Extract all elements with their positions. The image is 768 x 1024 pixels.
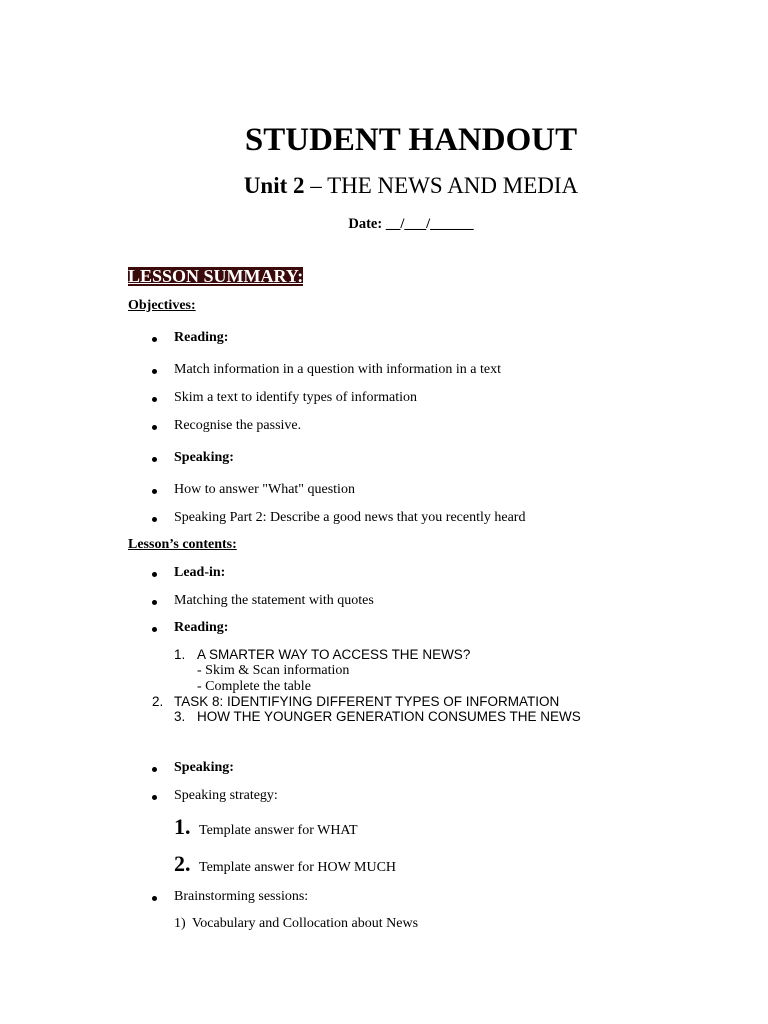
bullet-icon <box>152 337 157 342</box>
list-item <box>0 788 768 804</box>
unit-line <box>54 172 768 200</box>
template-text: Template answer for HOW MUCH <box>199 860 397 875</box>
unit-label: Unit 2 <box>243 173 305 198</box>
list-item-text: Skim a text to identify types of information <box>174 390 418 405</box>
list-item <box>0 482 768 498</box>
list-item <box>0 330 768 346</box>
list-item-text: Speaking Part 2: Describe a good news that you recently heard <box>174 510 526 525</box>
task-number: 1. <box>174 647 186 662</box>
list-item <box>0 510 768 526</box>
task-number: 3. <box>174 709 186 724</box>
brainstorm-number: 1) <box>174 916 186 931</box>
lead-in-label: Lead-in: <box>174 565 226 580</box>
bullet-icon <box>152 600 157 605</box>
brainstorm-text: Vocabulary and Collocation about News <box>192 916 419 931</box>
contents-speaking-label: Speaking: <box>174 760 234 775</box>
list-item <box>0 362 768 378</box>
template-number: 2. <box>174 851 191 876</box>
list-item-text: Matching the statement with quotes <box>174 593 374 608</box>
task-subitem <box>0 663 768 679</box>
list-item-text: How to answer "What" question <box>174 482 355 497</box>
task-subitem <box>0 679 768 695</box>
page-title: STUDENT HANDOUT <box>244 122 578 158</box>
reading-task <box>0 709 768 725</box>
list-item <box>0 760 768 776</box>
contents-heading: Lesson’s contents: <box>128 537 237 552</box>
task-subitem-text: - Skim & Scan information <box>197 663 350 678</box>
speaking-strategy-label: Speaking strategy: <box>174 788 278 803</box>
template-number: 1. <box>174 814 191 839</box>
list-item <box>0 450 768 466</box>
list-item <box>0 390 768 406</box>
list-item <box>0 620 768 636</box>
objectives-reading-label: Reading: <box>174 330 229 345</box>
bullet-icon <box>152 369 157 374</box>
task-title: A SMARTER WAY TO ACCESS THE NEWS? <box>197 647 471 662</box>
objectives-heading: Objectives: <box>128 298 196 313</box>
brainstorm-label: Brainstorming sessions: <box>174 889 309 904</box>
brainstorm-item <box>0 916 768 932</box>
template-item <box>174 851 397 876</box>
template-text: Template answer for WHAT <box>199 823 358 838</box>
list-item-text: Recognise the passive. <box>174 418 302 433</box>
objectives-speaking-label: Speaking: <box>174 450 234 465</box>
contents-reading-label: Reading: <box>174 620 229 635</box>
task-subitem-text: - Complete the table <box>197 679 311 694</box>
bullet-icon <box>152 397 157 402</box>
bullet-icon <box>152 425 157 430</box>
bullet-icon <box>152 767 157 772</box>
task-title: HOW THE YOUNGER GENERATION CONSUMES THE NEWS <box>197 709 581 724</box>
list-item <box>0 593 768 609</box>
task-number: 2. <box>152 694 164 709</box>
list-item <box>0 565 768 581</box>
lesson-summary-heading: LESSON SUMMARY: <box>128 266 304 286</box>
unit-topic: – THE NEWS AND MEDIA <box>310 173 579 198</box>
bullet-icon <box>152 517 157 522</box>
bullet-icon <box>152 795 157 800</box>
date-line: Date: __/___/______ <box>348 216 474 232</box>
bullet-icon <box>152 627 157 632</box>
bullet-icon <box>152 457 157 462</box>
template-item <box>174 814 358 839</box>
list-item-text: Match information in a question with information in a text <box>174 362 501 377</box>
reading-task <box>0 694 768 710</box>
bullet-icon <box>152 572 157 577</box>
bullet-icon <box>152 489 157 494</box>
bullet-icon <box>152 896 157 901</box>
list-item <box>0 418 768 434</box>
task-title: TASK 8: IDENTIFYING DIFFERENT TYPES OF INFORMATION <box>174 694 560 709</box>
list-item <box>0 889 768 905</box>
reading-task <box>0 647 768 663</box>
